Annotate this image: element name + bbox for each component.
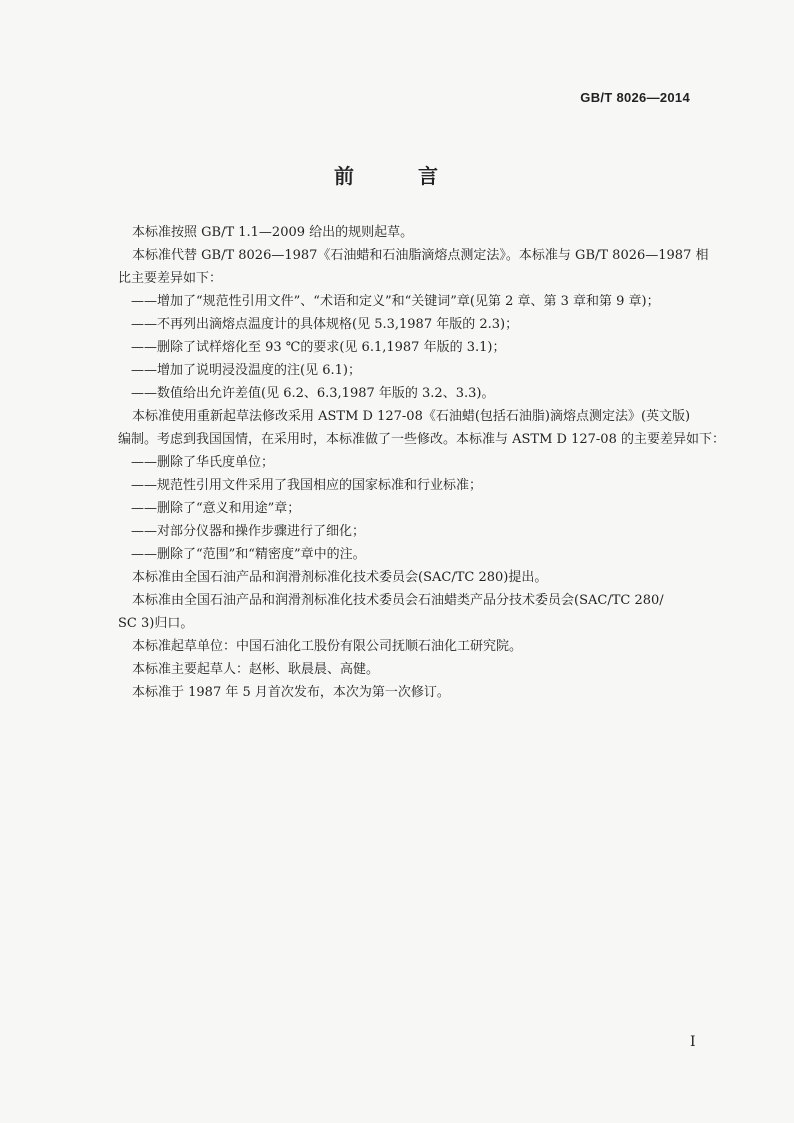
list-item: ——删除了华氏度单位； <box>131 455 275 470</box>
list-item: ——删除了试样熔化至 93 ℃的要求(见 6.1,1987 年版的 3.1)； <box>131 340 506 355</box>
list-item: ——删除了“意义和用途”章； <box>131 501 301 516</box>
list-item: ——规范性引用文件采用了我国相应的国家标准和行业标准； <box>131 478 483 493</box>
list-item: ——数值给出允许差值(见 6.2、6.3,1987 年版的 3.2、3.3)。 <box>131 386 495 401</box>
paragraph: 本标准由全国石油产品和润滑剂标准化技术委员会(SAC/TC 280)提出。 <box>132 570 548 585</box>
paragraph: 本标准于 1987 年 5 月首次发布，本次为第一次修订。 <box>132 685 450 700</box>
standard-code: GB/T 8026—2014 <box>580 90 690 105</box>
list-item: ——不再列出滴熔点温度计的具体规格(见 5.3,1987 年版的 2.3)； <box>131 317 519 332</box>
page-title: 前 言 <box>334 164 460 188</box>
paragraph: 本标准由全国石油产品和润滑剂标准化技术委员会石油蜡类产品分技术委员会(SAC/TC 280/ <box>132 593 664 608</box>
document-body <box>118 221 725 704</box>
paragraph: 本标准使用重新起草法修改采用 ASTM D 127-08《石油蜡(包括石油脂)滴熔点测定法》(英文版) <box>132 409 691 424</box>
page-number: I <box>690 1034 696 1050</box>
list-item: ——增加了说明浸没温度的注(见 6.1)； <box>131 363 361 378</box>
paragraph-continuation: SC 3)归口。 <box>118 616 194 631</box>
paragraph-continuation: 比主要差异如下： <box>118 271 223 286</box>
paragraph: 本标准代替 GB/T 8026—1987《石油蜡和石油脂滴熔点测定法》。本标准与 GB/T 8026—1987 相 <box>132 248 709 263</box>
list-item: ——对部分仪器和操作步骤进行了细化； <box>131 524 366 539</box>
list-item: ——删除了“范围”和“精密度”章中的注。 <box>131 547 366 562</box>
list-item: ——增加了“规范性引用文件”、“术语和定义”和“关键词”章(见第 2 章、第 3 章和第 9 章)； <box>131 294 660 309</box>
paragraph: 本标准起草单位：中国石油化工股份有限公司抚顺石油化工研究院。 <box>132 639 523 654</box>
paragraph: 本标准主要起草人：赵彬、耿晨晨、高健。 <box>132 662 380 677</box>
paragraph: 本标准按照 GB/T 1.1—2009 给出的规则起草。 <box>132 225 414 240</box>
paragraph-continuation: 编制。考虑到我国国情，在采用时，本标准做了一些修改。本标准与 ASTM D 127-08 的主要差异如下： <box>118 432 725 447</box>
